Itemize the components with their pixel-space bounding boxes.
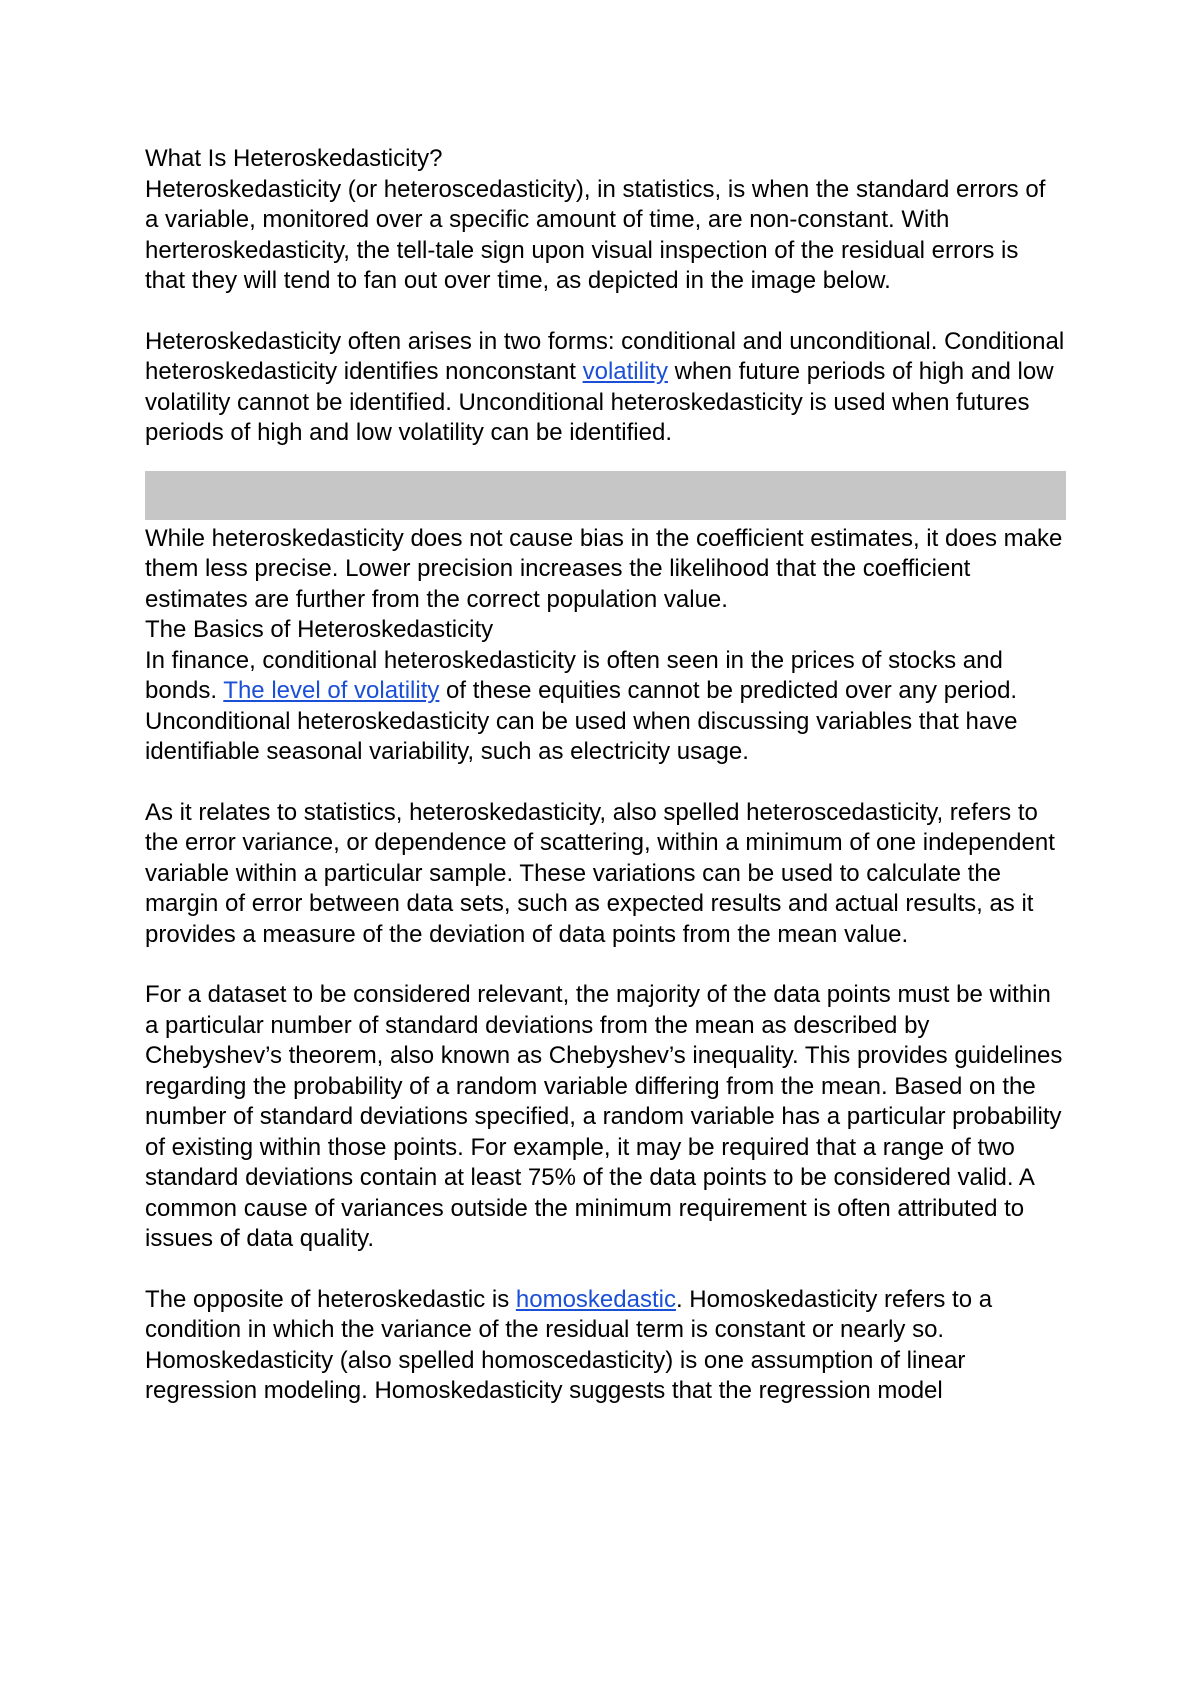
paragraph-text: The opposite of heteroskedastic is: [145, 1285, 516, 1313]
image-placeholder-band: [145, 471, 1066, 520]
paragraph-spacer: [145, 1255, 1065, 1285]
paragraph-spacer: [145, 297, 1065, 327]
paragraph-text: Heteroskedasticity often arises in two forms: conditional and unconditional. Conditional heteroskedasticity identifies nonconstant: [145, 327, 1065, 385]
document-page: [145, 144, 1065, 1407]
heading-basics: The Basics of Heteroskedasticity: [145, 616, 494, 643]
paragraph-statistics: As it relates to statistics, heteroskedasticity, also spelled heteroscedasticity, refers to the error variance, or dependence of scattering, within a minimum of one independent variable within a particular sample. These variations can be used to calculate the margin of error between data sets, such as expected results and actual results, as it provides a measure of the deviation of data points from the mean value.: [145, 798, 1055, 948]
paragraph-chebyshev: For a dataset to be considered relevant, the majority of the data points must be within a particular number of standard deviations from the mean as described by Chebyshev’s theorem, also known as Chebyshev’s inequality. This provides guidelines regarding the probability of a random variable differing from the mean. Based on the number of standard deviations specified, a random variable has a particular probability of existing within those points. For example, it may be required that a range of two standard deviations contain at least 75% of the data points to be considered valid. A common cause of variances outside the minimum requirement is often attributed to issues of data quality.: [145, 981, 1063, 1252]
paragraph-text: when future periods of high and low volatility cannot be identified. Unconditional heteroskedasticity is used when futures periods of high and low volatility can be identified.: [145, 358, 1054, 446]
paragraph-spacer: [145, 950, 1065, 980]
paragraph-text: of these equities cannot be predicted over any period. Unconditional heteroskedasticity can be used when discussing variables that have identifiable seasonal variability, such as electricity usage.: [145, 677, 1018, 765]
homoskedastic-link[interactable]: homoskedastic: [515, 1285, 676, 1313]
paragraph-homoskedastic: [145, 1285, 1065, 1407]
level-of-volatility-link[interactable]: The level of volatility: [223, 677, 440, 704]
paragraph-spacer: [145, 768, 1065, 798]
paragraph-two-forms: [145, 327, 1065, 449]
volatility-link[interactable]: volatility: [582, 358, 668, 385]
paragraph-finance: [145, 646, 1065, 768]
paragraph-definition: Heteroskedasticity (or heteroscedasticity), in statistics, is when the standard errors of a variable, monitored over a specific amount of time, are non-constant. With herteroskedasticity, the tell-tale sign upon visual inspection of the residual errors is that they will tend to fan out over time, as depicted in the image below.: [145, 175, 1046, 294]
paragraph-text: . Homoskedasticity refers to a condition in which the variance of the residual term is constant or nearly so. Homoskedasticity (also spelled homoscedasticity) is one assumption of linear regression modeling. Homoskedasticity suggests that the regression model: [145, 1285, 993, 1404]
paragraph-bias: While heteroskedasticity does not cause bias in the coefficient estimates, it does make them less precise. Lower precision increases the likelihood that the coefficient estimates are further from the correct population value.: [145, 524, 1063, 613]
paragraph-text: In finance, conditional heteroskedasticity is often seen in the prices of stocks and bonds.: [145, 646, 1003, 704]
heading-what-is-heteroskedasticity: What Is Heteroskedasticity?: [145, 145, 443, 172]
